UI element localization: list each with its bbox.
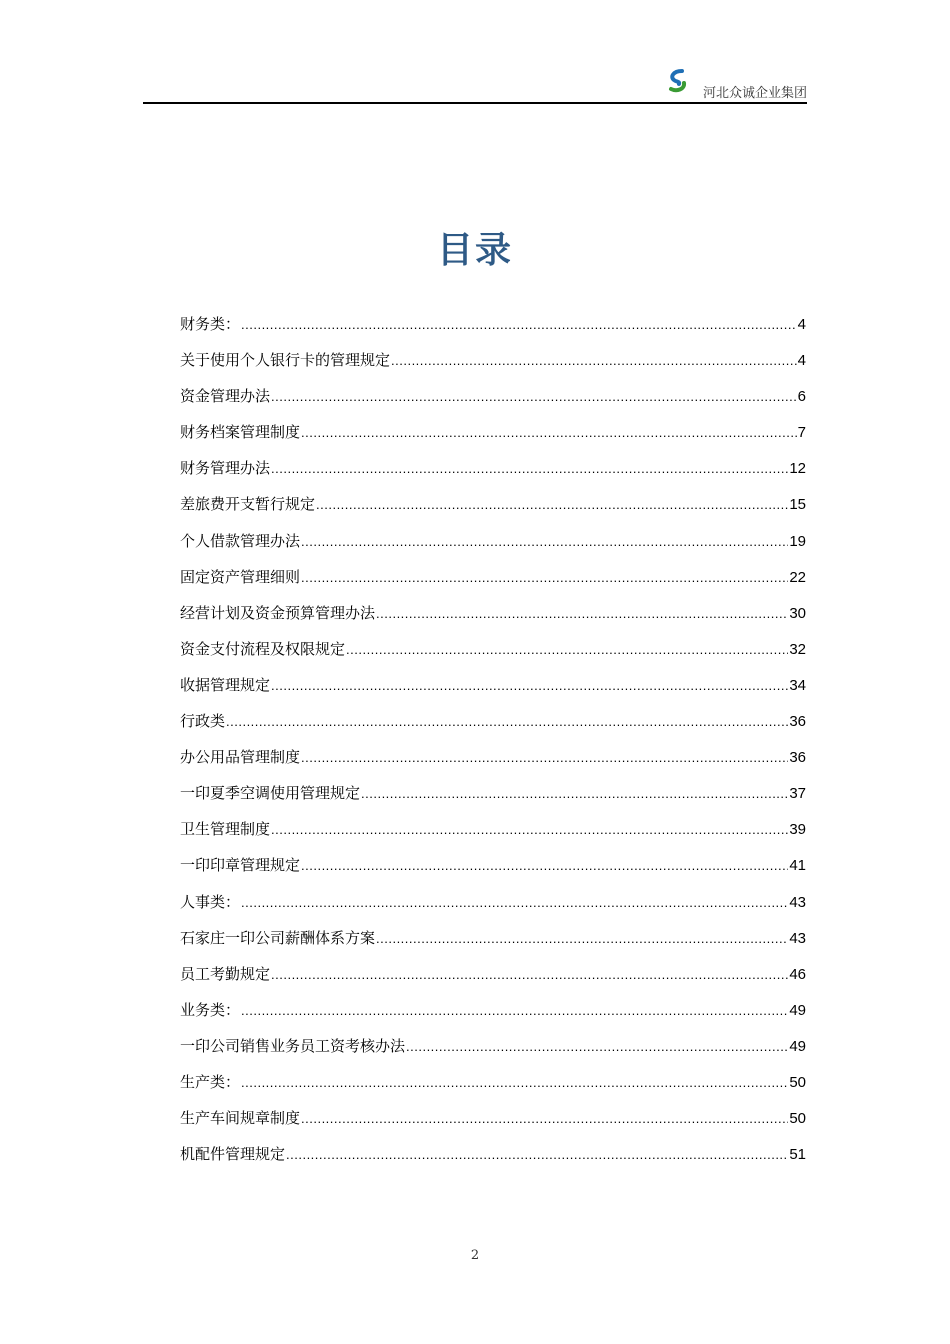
toc-entry[interactable]	[180, 709, 806, 745]
toc-entry[interactable]	[180, 384, 806, 420]
toc-entry-page: 7	[797, 424, 806, 442]
toc-dot-leader	[301, 421, 797, 445]
toc-entry[interactable]	[180, 601, 806, 637]
toc-dot-leader	[271, 818, 788, 842]
toc-entry-page: 50	[789, 1073, 806, 1091]
toc-entry-page: 43	[789, 929, 806, 947]
toc-entry-page: 6	[797, 388, 806, 406]
toc-dot-leader	[391, 349, 797, 373]
toc-entry-title: 关于使用个人银行卡的管理规定	[180, 351, 391, 370]
toc-dot-leader	[226, 710, 788, 734]
toc-dot-leader	[241, 891, 788, 915]
toc-entry-page: 4	[797, 352, 806, 370]
toc-entry[interactable]	[180, 817, 806, 853]
toc-entry-title: 一印夏季空调使用管理规定	[180, 784, 361, 803]
toc-entry-title: 固定资产管理细则	[180, 567, 301, 586]
toc-entry-title: 收据管理规定	[180, 675, 271, 694]
toc-dot-leader	[271, 963, 788, 987]
toc-entry-title: 差旅费开支暂行规定	[180, 495, 316, 514]
toc-entry[interactable]	[180, 637, 806, 673]
toc-entry[interactable]	[180, 529, 806, 565]
toc-title: 目录	[436, 230, 513, 271]
toc-dot-leader	[346, 638, 788, 662]
toc-entry-page: 12	[789, 460, 806, 478]
toc-entry[interactable]	[180, 312, 806, 348]
toc-dot-leader	[301, 1107, 788, 1131]
toc-entry-page: 22	[789, 568, 806, 586]
toc-entry[interactable]	[180, 673, 806, 709]
toc-entry-title: 卫生管理制度	[180, 820, 271, 839]
table-of-contents	[180, 312, 806, 1178]
toc-dot-leader	[271, 385, 797, 409]
toc-entry[interactable]	[180, 565, 806, 601]
toc-dot-leader	[241, 1071, 788, 1095]
toc-entry-page: 37	[789, 785, 806, 803]
toc-dot-leader	[241, 999, 788, 1023]
toc-entry-title: 机配件管理规定	[180, 1145, 286, 1164]
toc-entry[interactable]	[180, 1142, 806, 1178]
page-number: 2	[470, 1248, 480, 1263]
toc-entry-page: 43	[789, 893, 806, 911]
toc-dot-leader	[361, 782, 788, 806]
toc-entry-title: 财务档案管理制度	[180, 423, 301, 442]
toc-entry-title: 办公用品管理制度	[180, 748, 301, 767]
toc-entry-page: 36	[789, 713, 806, 731]
toc-entry[interactable]	[180, 853, 806, 889]
toc-entry[interactable]	[180, 348, 806, 384]
toc-dot-leader	[406, 1035, 788, 1059]
toc-entry[interactable]	[180, 1070, 806, 1106]
toc-entry[interactable]	[180, 1106, 806, 1142]
toc-entry[interactable]	[180, 1034, 806, 1070]
toc-entry[interactable]	[180, 456, 806, 492]
toc-entry-title: 人事类：	[180, 892, 241, 911]
toc-entry-title: 员工考勤规定	[180, 964, 271, 983]
toc-entry-page: 41	[789, 857, 806, 875]
toc-entry-page: 49	[789, 1001, 806, 1019]
toc-entry-page: 34	[789, 676, 806, 694]
toc-entry[interactable]	[180, 890, 806, 926]
toc-entry-page: 46	[789, 965, 806, 983]
toc-entry-page: 51	[789, 1146, 806, 1164]
toc-entry-title: 资金管理办法	[180, 387, 271, 406]
toc-dot-leader	[376, 602, 788, 626]
toc-entry-page: 32	[789, 640, 806, 658]
toc-entry[interactable]	[180, 420, 806, 456]
toc-entry-page: 39	[789, 821, 806, 839]
toc-entry-page: 49	[789, 1037, 806, 1055]
toc-entry[interactable]	[180, 781, 806, 817]
toc-entry-title: 生产类：	[180, 1072, 241, 1091]
toc-entry-page: 30	[789, 604, 806, 622]
toc-entry-title: 一印公司销售业务员工资考核办法	[180, 1036, 406, 1055]
toc-entry-title: 生产车间规章制度	[180, 1109, 301, 1128]
toc-dot-leader	[271, 457, 788, 481]
toc-dot-leader	[301, 530, 788, 554]
toc-entry-title: 石家庄一印公司薪酬体系方案	[180, 928, 376, 947]
toc-entry-page: 15	[789, 496, 806, 514]
toc-dot-leader	[271, 674, 788, 698]
toc-entry-title: 一印印章管理规定	[180, 856, 301, 875]
toc-entry-page: 19	[789, 532, 806, 550]
toc-entry-title: 业务类：	[180, 1000, 241, 1019]
toc-dot-leader	[376, 927, 788, 951]
toc-dot-leader	[241, 313, 797, 337]
toc-dot-leader	[316, 493, 788, 517]
toc-entry[interactable]	[180, 962, 806, 998]
toc-entry-title: 行政类	[180, 712, 226, 731]
toc-dot-leader	[286, 1143, 788, 1167]
toc-entry-page: 50	[789, 1110, 806, 1128]
toc-entry[interactable]	[180, 492, 806, 528]
toc-entry[interactable]	[180, 998, 806, 1034]
toc-entry-title: 资金支付流程及权限规定	[180, 639, 346, 658]
zhongcheng-logo-icon	[667, 69, 689, 95]
toc-entry-title: 财务管理办法	[180, 459, 271, 478]
toc-entry-title: 经营计划及资金预算管理办法	[180, 603, 376, 622]
toc-dot-leader	[301, 566, 788, 590]
toc-dot-leader	[301, 854, 788, 878]
toc-entry[interactable]	[180, 745, 806, 781]
toc-entry-page: 36	[789, 749, 806, 767]
page-header	[143, 66, 807, 104]
toc-entry-title: 个人借款管理办法	[180, 531, 301, 550]
toc-entry-title: 财务类：	[180, 315, 241, 333]
toc-entry[interactable]	[180, 926, 806, 962]
toc-entry-page: 4	[797, 316, 806, 333]
company-name: 河北众诚企业集团	[702, 86, 807, 101]
toc-dot-leader	[301, 746, 788, 770]
